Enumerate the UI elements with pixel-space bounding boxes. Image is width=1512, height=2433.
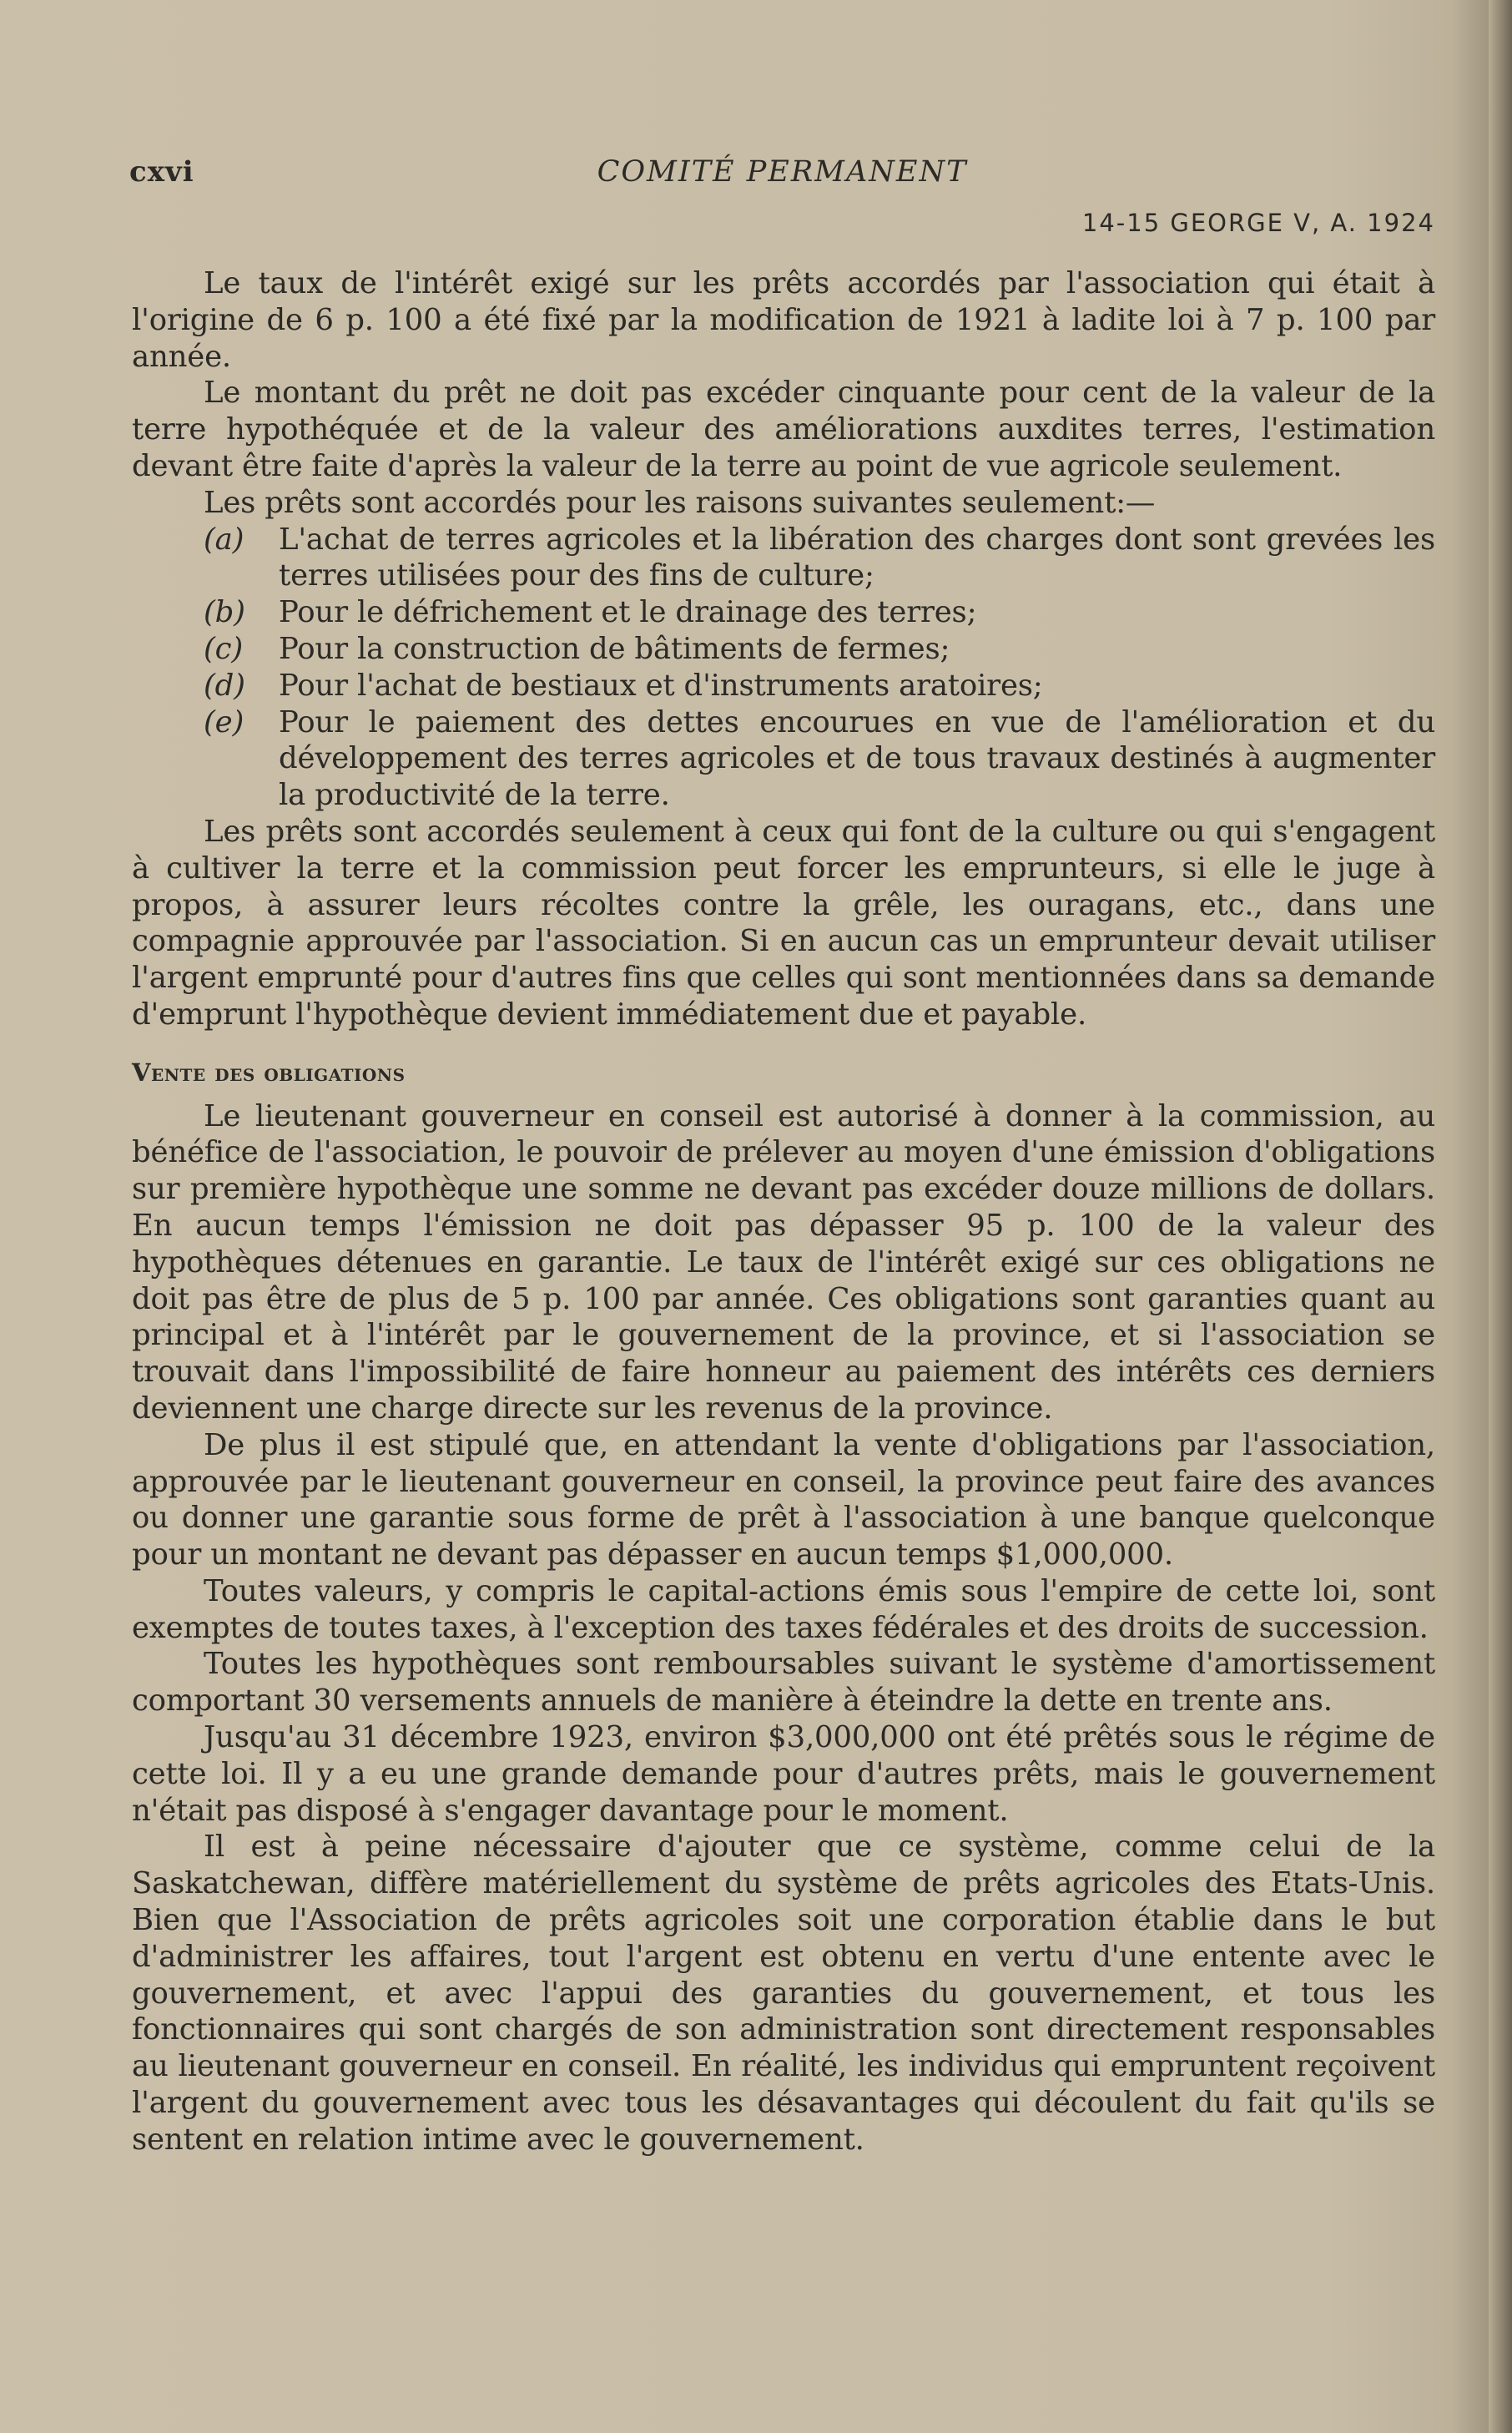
list-marker: (b) xyxy=(204,595,245,630)
list-item-text: Pour la construction de bâtiments de fermes; xyxy=(279,631,950,666)
list-item xyxy=(132,631,1435,668)
body-text xyxy=(132,265,1435,2158)
list-item xyxy=(132,668,1435,704)
list-item xyxy=(132,522,1435,595)
paragraph-comparison: Il est à peine nécessaire d'ajouter que ce système, comme celui de la Saskatchewan, diffère matériellement du système de prêts agricoles des Etats-Unis. Bien que l'Association de prêts agricoles soit une corporation établie dans le but d'administrer les affaires, tout l'argent est obtenu en vertu d'une entente avec le gouvernement, et avec l'appui des garanties du gouvernement, et tous les fonctionnaires qui sont chargés de son administration sont directement responsables au lieutenant gouverneur en conseil. En réalité, les individus qui empruntent reçoivent l'argent du gouvernement avec tous les désavantages qui découlent du fait qu'ils se sentent en relation intime avec le gouvernement. xyxy=(132,1830,1435,2157)
paragraph-loan-purposes: Les prêts sont accordés pour les raisons suivantes seulement:— xyxy=(204,485,1156,520)
section-heading: Vente des obligations xyxy=(132,1057,406,1087)
list-marker: (d) xyxy=(204,668,245,703)
page-folio: cxvi xyxy=(129,155,194,189)
list-item-text: Pour le défrichement et le drainage des terres; xyxy=(279,595,977,630)
page-header xyxy=(129,155,1435,197)
list-marker: (a) xyxy=(204,522,244,557)
list-marker: (e) xyxy=(204,704,244,739)
paragraph-loans-to-date: Jusqu'au 31 décembre 1923, environ $3,000,000 ont été prêtés sous le régime de cette loi. Il y a eu une grande demande pour d'autres prêts, mais le gouvernement n'était pas disposé à s'engager davantage pour le moment. xyxy=(132,1720,1435,1828)
loan-purpose-list xyxy=(132,522,1435,814)
paragraph-borrower-conditions: Les prêts sont accordés seulement à ceux qui font de la culture ou qui s'engagent à cultiver la terre et la commission peut forcer les emprunteurs, si elle le juge à propos, à assurer leurs récoltes contre la grêle, les ouragans, etc., dans une compagnie approuvée par l'association. Si en aucun cas un emprunteur devait utiliser l'argent emprunté pour d'autres fins que celles qui sont mentionnées dans sa demande d'emprunt l'hypothèque devient immédiatement due et payable. xyxy=(132,814,1435,1032)
paragraph-amortization: Toutes les hypothèques sont remboursables suivant le système d'amortissement comportant 30 versements annuels de manière à éteindre la dette en trente ans. xyxy=(132,1647,1435,1719)
list-item-text: Pour le paiement des dettes encourues en vue de l'amélioration et du développement des terres agricoles et de tous travaux destinés à augmenter la productivité de la terre. xyxy=(279,704,1435,813)
paragraph-interest-rate: Le taux de l'intérêt exigé sur les prêts accordés par l'association qui était à l'origine de 6 p. 100 a été fixé par la modification de 1921 à ladite loi à 7 p. 100 par année. xyxy=(132,266,1435,374)
list-item xyxy=(132,704,1435,814)
paragraph-bond-issue: Le lieutenant gouverneur en conseil est autorisé à donner à la commission, au bénéfice de l'association, le pouvoir de prélever au moyen d'une émission d'obligations sur première hypothèque une somme ne devant pas excéder douze millions de dollars. En aucun temps l'émission ne doit pas dépasser 95 p. 100 de la valeur des hypothèques détenues en garantie. Le taux de l'intérêt exigé sur ces obligations ne doit pas être de plus de 5 p. 100 par année. Ces obligations sont garanties quant au principal et à l'intérêt par le gouvernement de la province, et si l'association se trouvait dans l'impossibilité de faire honneur au paiement des intérêts ces derniers deviennent une charge directe sur les revenus de la province. xyxy=(132,1098,1435,1426)
page-edge-shadow xyxy=(1489,0,1512,2433)
list-marker: (c) xyxy=(204,631,243,666)
list-item xyxy=(132,594,1435,631)
list-item-text: Pour l'achat de bestiaux et d'instruments aratoires; xyxy=(279,668,1043,703)
paragraph-advances: De plus il est stipulé que, en attendant la vente d'obligations par l'association, approuvée par le lieutenant gouverneur en conseil, la province peut faire des avances ou donner une garantie sous forme de prêt à l'association à une banque quelconque pour un montant ne devant pas dépasser en aucun temps $1,000,000. xyxy=(132,1427,1435,1572)
list-item-text: L'achat de terres agricoles et la libération des charges dont sont grevées les terres utilisées pour des fins de culture; xyxy=(279,522,1435,593)
session-year-line: 14-15 GEORGE V, A. 1924 xyxy=(1081,209,1435,237)
running-title: COMITÉ PERMANENT xyxy=(597,155,968,189)
paragraph-tax-exemption: Toutes valeurs, y compris le capital-actions émis sous l'empire de cette loi, sont exemptes de toutes taxes, à l'exception des taxes fédérales et des droits de succession. xyxy=(132,1573,1435,1645)
paragraph-loan-amount: Le montant du prêt ne doit pas excéder cinquante pour cent de la valeur de la terre hypothéquée et de la valeur des améliorations auxdites terres, l'estimation devant être faite d'après la valeur de la terre au point de vue agricole seulement. xyxy=(132,376,1435,483)
